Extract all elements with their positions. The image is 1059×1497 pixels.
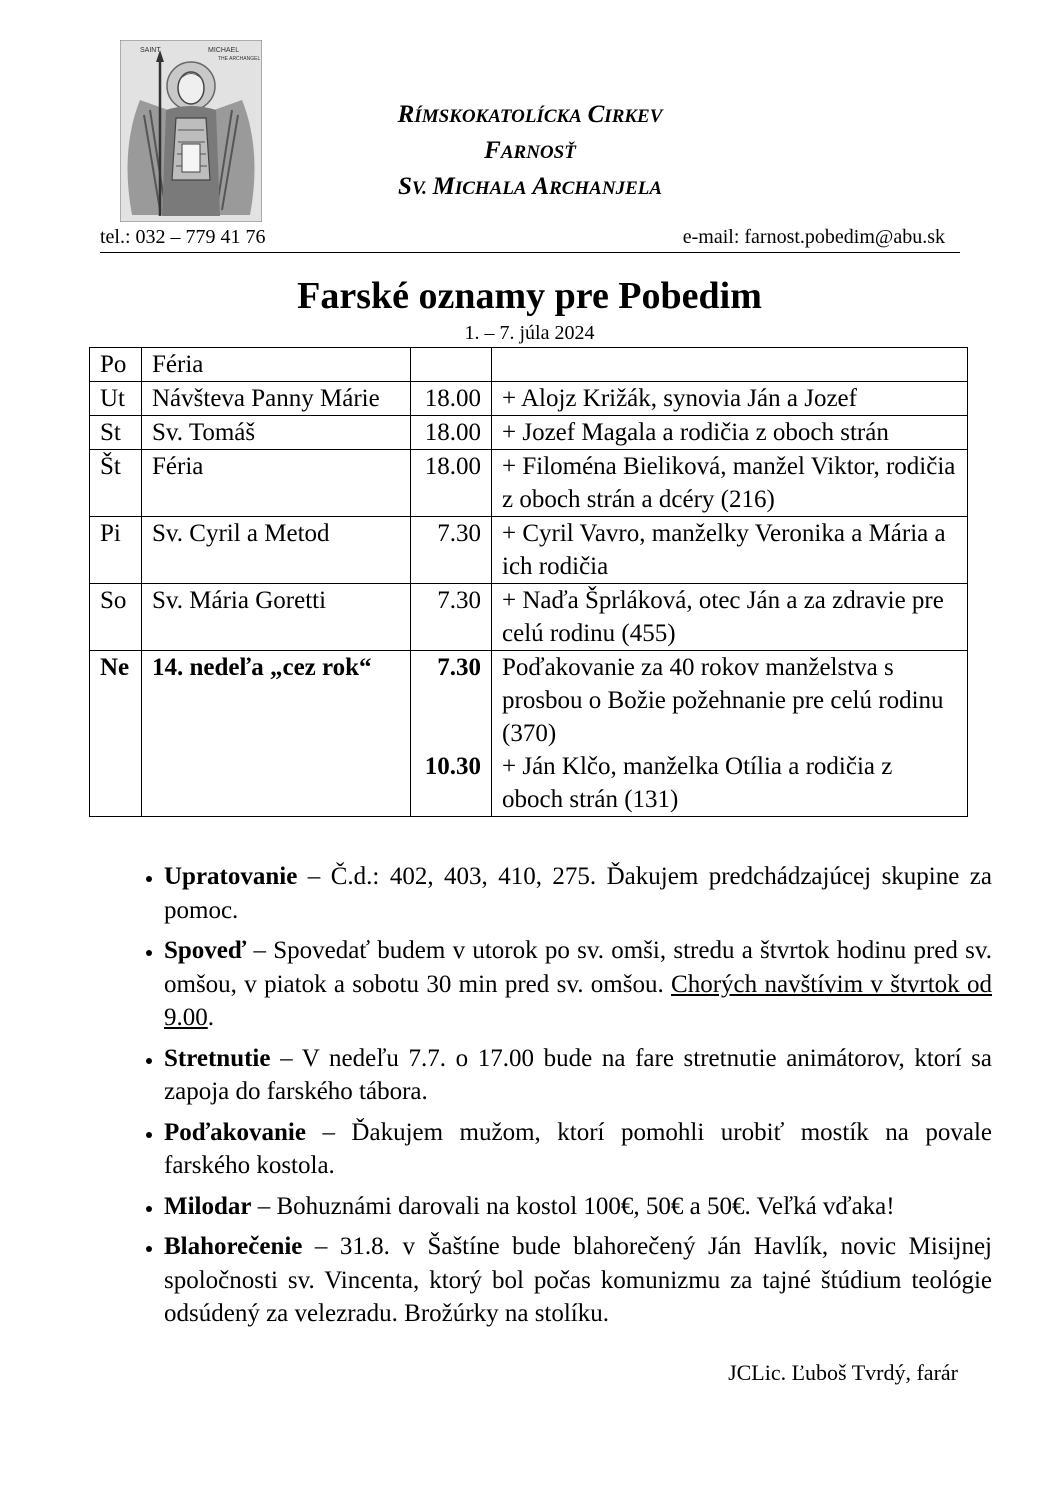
announcement-heading: Poďakovanie bbox=[164, 1118, 306, 1146]
org-line-patron: SV. MICHALA ARCHANJELA bbox=[397, 173, 663, 200]
phone-number: tel.: 032 – 779 41 76 bbox=[100, 226, 266, 248]
list-item bbox=[164, 934, 992, 1035]
intention-cell: + Alojz Križák, synovia Ján a Jozef bbox=[492, 382, 968, 416]
intention-cell bbox=[492, 348, 968, 382]
table-row bbox=[90, 416, 968, 450]
organization-name bbox=[300, 98, 760, 206]
table-row bbox=[90, 382, 968, 416]
announcement-heading: Spoveď bbox=[164, 937, 247, 964]
announcement-text: – 31.8. v Šaštíne bude blahorečený Ján Havlík, novic Misijnej spoločnosti sv. Vincenta, ktorý bol počas komunizmu za tajné štúdium teológie odsúdený za velezradu. Brožúrky na stolíku. bbox=[164, 1233, 992, 1327]
mass-time-1: 7.30 bbox=[437, 654, 481, 681]
icon-label-saint: SAINT bbox=[140, 47, 161, 54]
contact-bar bbox=[100, 224, 960, 253]
announcement-heading: Upratovanie bbox=[164, 863, 298, 890]
list-item bbox=[164, 1190, 992, 1224]
feast-cell: 14. nedeľa „cez rok“ bbox=[142, 651, 411, 817]
announcement-text: – Bohuznámi darovali na kostol 100€, 50€ a 50€. Veľká vďaka! bbox=[251, 1192, 895, 1220]
org-line-church: RÍMSKOKATOLÍCKA CIRKEV bbox=[397, 101, 663, 128]
intention-cell: + Naďa Šprláková, otec Ján a za zdravie pre celú rodinu (455) bbox=[492, 584, 968, 651]
list-item bbox=[164, 860, 992, 927]
announcement-text: – Č.d.: 402, 403, 410, 275. Ďakujem predchádzajúcej skupine za pomoc. bbox=[164, 863, 992, 924]
table-row bbox=[90, 517, 968, 584]
saint-michael-icon-image bbox=[120, 40, 262, 222]
announcement-underlined: Chorých navštívim v štvrtok od 9.00 bbox=[164, 970, 993, 1031]
mass-time-2: 10.30 bbox=[424, 753, 481, 780]
intention-cell: + Cyril Vavro, manželky Veronika a Mária a ich rodičia bbox=[492, 517, 968, 584]
page-title: Farské oznamy pre Pobedim bbox=[297, 275, 762, 317]
day-cell: Št bbox=[90, 450, 142, 517]
date-range: 1. – 7. júla 2024 bbox=[464, 322, 595, 344]
feast-cell: Sv. Mária Goretti bbox=[142, 584, 411, 651]
intention-cell bbox=[492, 651, 968, 817]
time-cell bbox=[411, 348, 492, 382]
table-row bbox=[90, 584, 968, 651]
mass-intention-2: + Ján Klčo, manželka Otília a rodičia z oboch strán (131) bbox=[502, 753, 893, 813]
table-row bbox=[90, 651, 968, 817]
day-cell: Ut bbox=[90, 382, 142, 416]
table-row bbox=[90, 348, 968, 382]
announcement-text: – V nedeľu 7.7. o 17.00 bude na fare stretnutie animátorov, ktorí sa zapoja do farského tábora. bbox=[164, 1044, 992, 1105]
day-cell: St bbox=[90, 416, 142, 450]
time-cell: 18.00 bbox=[411, 450, 492, 517]
list-item bbox=[164, 1116, 992, 1183]
feast-cell: Sv. Cyril a Metod bbox=[142, 517, 411, 584]
feast-cell: Návšteva Panny Márie bbox=[142, 382, 411, 416]
time-cell: 7.30 bbox=[411, 517, 492, 584]
signature: JCLic. Ľuboš Tvrdý, farár bbox=[728, 1360, 958, 1385]
email-address[interactable]: e-mail: farnost.pobedim@abu.sk bbox=[682, 226, 945, 248]
announcement-text: – Ďakujem mužom, ktorí pomohli urobiť mostík na povale farského kostola. bbox=[164, 1118, 992, 1179]
day-cell: Pi bbox=[90, 517, 142, 584]
list-item bbox=[164, 1230, 992, 1331]
feast-cell: Sv. Tomáš bbox=[142, 416, 411, 450]
time-cell bbox=[411, 651, 492, 817]
mass-intention-1: Poďakovanie za 40 rokov manželstva s prosbou o Božie požehnanie pre celú rodinu (370) bbox=[502, 654, 944, 747]
intention-cell: + Jozef Magala a rodičia z oboch strán bbox=[492, 416, 968, 450]
intention-cell: + Filoména Bieliková, manžel Viktor, rodičia z oboch strán a dcéry (216) bbox=[492, 450, 968, 517]
mass-schedule-table bbox=[89, 347, 968, 817]
announcement-after: . bbox=[207, 1004, 214, 1031]
icon-label-sub: THE ARCHANGEL bbox=[218, 56, 261, 62]
announcement-text: – Spovedať budem v utorok po sv. omši, stredu a štvrtok hodinu pred sv. omšou, v piatok a sobotu 30 min pred sv. omšou. bbox=[164, 937, 992, 998]
announcement-heading: Milodar bbox=[164, 1192, 252, 1220]
org-line-parish: FARNOSŤ bbox=[484, 137, 576, 164]
day-cell: So bbox=[90, 584, 142, 651]
announcement-heading: Stretnutie bbox=[164, 1044, 271, 1072]
feast-cell: Féria bbox=[142, 450, 411, 517]
time-cell: 7.30 bbox=[411, 584, 492, 651]
feast-cell: Féria bbox=[142, 348, 411, 382]
time-cell: 18.00 bbox=[411, 416, 492, 450]
table-row bbox=[90, 450, 968, 517]
day-cell: Po bbox=[90, 348, 142, 382]
announcements-list bbox=[130, 860, 992, 1338]
announcement-heading: Blahorečenie bbox=[164, 1233, 303, 1260]
list-item bbox=[164, 1042, 992, 1109]
icon-label-name: MICHAEL bbox=[208, 47, 240, 54]
time-cell: 18.00 bbox=[411, 382, 492, 416]
day-cell: Ne bbox=[90, 651, 142, 817]
